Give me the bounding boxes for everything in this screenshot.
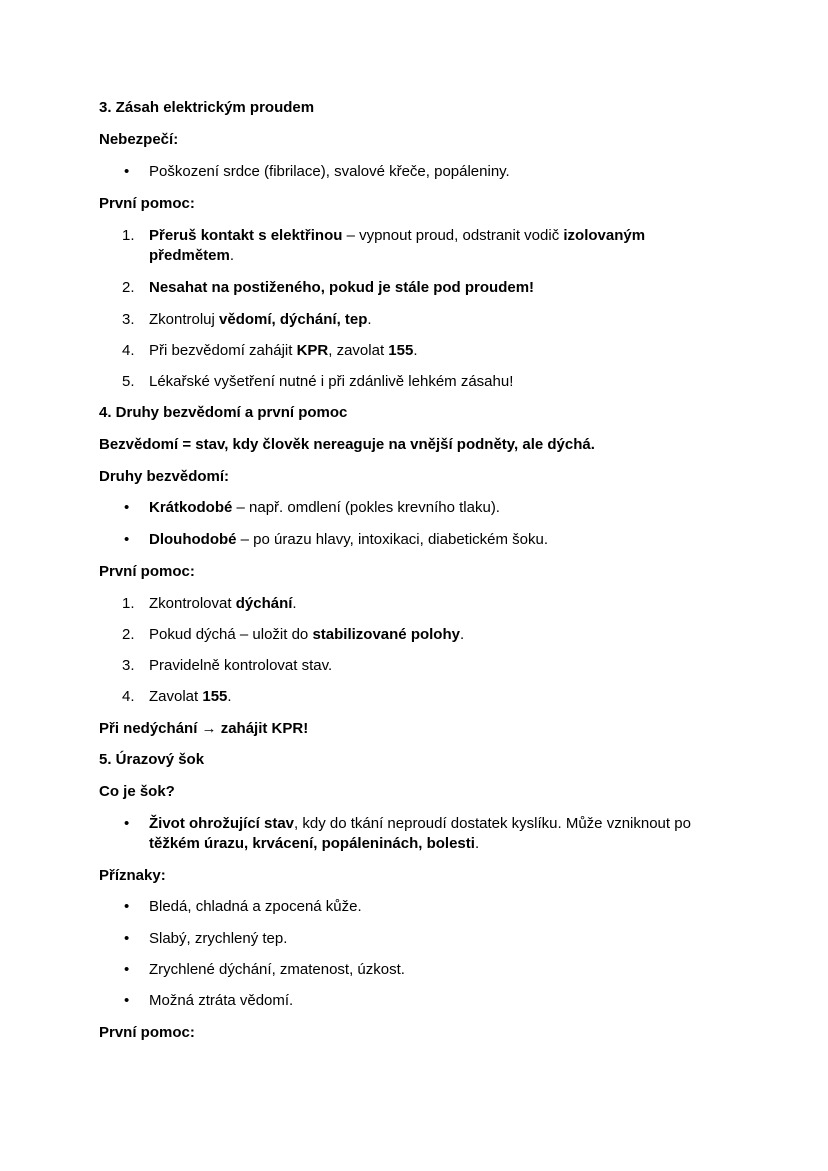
symptoms-label: Příznaky: (99, 867, 166, 884)
plain-text: – po úrazu hlavy, intoxikaci, diabetickém šoku. (236, 531, 549, 548)
list-number: 4. (122, 688, 135, 705)
list-number: 1. (122, 595, 135, 612)
list-item-text (149, 625, 464, 645)
bold-text: stabilizované polohy (312, 626, 460, 643)
bold-text: 155 (202, 688, 228, 705)
list-number: 3. (122, 311, 135, 328)
bullet-icon: • (124, 930, 130, 947)
list-item-text: Zrychlené dýchání, zmatenost, úzkost. (149, 961, 405, 978)
definition-text: Bezvědomí = stav, kdy člověk nereaguje na vnější podněty, ale dýchá. (99, 436, 595, 453)
bullet-icon: • (124, 898, 130, 915)
list-item-text (149, 594, 297, 614)
list-item-text: Možná ztráta vědomí. (149, 992, 294, 1009)
first-aid-label: První pomoc: (99, 195, 195, 212)
list-number: 1. (122, 227, 135, 244)
plain-text: Při bezvědomí zahájit (149, 342, 297, 359)
plain-text: , kdy do tkání neproudí dostatek kyslíku. Může vzniknout po (294, 815, 691, 832)
list-item-text (149, 834, 479, 854)
plain-text: . (229, 247, 235, 264)
plain-text: . (227, 688, 232, 705)
bullet-icon: • (124, 992, 130, 1009)
list-item-text (149, 687, 232, 707)
plain-text: Pravidelně kontrolovat stav. (149, 657, 333, 674)
list-item-text (149, 310, 372, 330)
plain-text: Zkontroluj (149, 311, 220, 328)
plain-text: . (413, 342, 418, 359)
plain-text: Zkontrolovat (149, 595, 236, 612)
list-item-text (149, 498, 500, 518)
bold-text: izolovaným (563, 227, 646, 244)
bullet-icon: • (124, 531, 130, 548)
first-aid-label: První pomoc: (99, 563, 195, 580)
plain-text: . (292, 595, 297, 612)
plain-text: . (459, 626, 465, 643)
plain-text: . (367, 311, 372, 328)
list-number: 2. (122, 279, 135, 296)
plain-text: Lékařské vyšetření nutné i při zdánlivě lehkém zásahu! (149, 373, 514, 390)
bold-text: KPR (296, 342, 329, 359)
list-number: 2. (122, 626, 135, 643)
list-item-text (149, 278, 534, 298)
list-item-text (149, 530, 548, 550)
first-aid-label: První pomoc: (99, 1024, 195, 1041)
plain-text: – vypnout proud, odstranit vodič (342, 227, 564, 244)
what-label: Co je šok? (99, 783, 175, 800)
bold-text: Nesahat na postiženého, pokud je stále pod proudem! (149, 279, 535, 296)
bold-text: Život ohrožující stav (149, 815, 295, 832)
list-number: 4. (122, 342, 135, 359)
bold-text: Krátkodobé (149, 499, 233, 516)
bullet-icon: • (124, 815, 130, 832)
list-item-text (149, 814, 691, 834)
section-3-heading: 3. Zásah elektrickým proudem (99, 99, 315, 116)
section-4-heading: 4. Druhy bezvědomí a první pomoc (99, 404, 348, 421)
danger-text: Poškození srdce (fibrilace), svalové křeče, popáleniny. (149, 163, 510, 180)
list-item-text (149, 656, 332, 676)
bullet-icon: • (124, 499, 130, 516)
bold-text: 155 (388, 342, 414, 359)
plain-text: – např. omdlení (pokles krevního tlaku). (232, 499, 500, 516)
plain-text: Pokud dýchá – uložit do (149, 626, 313, 643)
list-item-text (149, 226, 645, 246)
list-number: 5. (122, 373, 135, 390)
no-breathing-note: Při nedýchání → zahájit KPR! (99, 720, 309, 737)
bullet-icon: • (124, 961, 130, 978)
list-item-text (149, 246, 234, 266)
bullet-icon: • (124, 163, 130, 180)
bold-text: Přeruš kontakt s elektřinou (149, 227, 343, 244)
list-item-text: Slabý, zrychlený tep. (149, 930, 288, 947)
list-item-text: Bledá, chladná a zpocená kůže. (149, 898, 362, 915)
bold-text: dýchání (235, 595, 293, 612)
list-item-text (149, 372, 513, 392)
plain-text: Zavolat (149, 688, 203, 705)
plain-text: . (474, 835, 480, 852)
bold-text: Dlouhodobé (149, 531, 237, 548)
bold-text: těžkém úrazu, krvácení, popáleninách, bolesti (149, 835, 475, 852)
plain-text: , zavolat (328, 342, 389, 359)
list-number: 3. (122, 657, 135, 674)
types-label: Druhy bezvědomí: (99, 468, 230, 485)
bold-text: vědomí, dýchání, tep (219, 311, 368, 328)
section-5-heading: 5. Úrazový šok (99, 751, 205, 768)
danger-label: Nebezpečí: (99, 131, 179, 148)
bold-text: předmětem (149, 247, 230, 264)
list-item-text (149, 341, 417, 361)
